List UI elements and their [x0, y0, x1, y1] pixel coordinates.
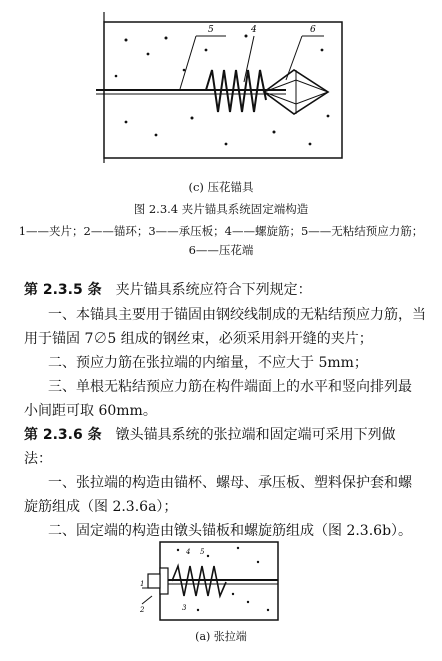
callout-4: 4	[251, 25, 257, 35]
callout-1: 1	[140, 580, 145, 588]
callout-5: 5	[200, 548, 205, 556]
section-intro: 夹片锚具系统应符合下列规定：	[115, 282, 312, 298]
section-number: 第 2.3.6 条	[24, 427, 102, 443]
paragraph-line: 法：	[24, 451, 52, 467]
section-2-3-6-heading	[24, 426, 426, 444]
paragraph-line: 一、本锚具主要用于锚固由钢绞线制成的无粘结预应力筋，当	[48, 307, 426, 323]
legend-line-1: 1——夹片；2——锚环；3——承压板；4——螺旋筋；5——无粘结预应力筋；	[18, 224, 424, 238]
figure-caption-c: (c) 压花锚具	[188, 180, 254, 194]
callout-3: 3	[182, 604, 187, 612]
callout-2: 2	[140, 606, 145, 614]
paragraph-line: 用于锚固 7∅5 组成的钢丝束，必须采用斜开缝的夹片；	[24, 331, 373, 347]
legend-line-2: 6——压花端	[188, 243, 254, 257]
callout-5: 5	[208, 25, 214, 35]
section-number: 第 2.3.5 条	[24, 282, 102, 298]
tension-end-drawing	[138, 540, 280, 622]
section-intro: 镦头锚具系统的张拉端和固定端可采用下列做	[115, 427, 396, 443]
callout-6: 6	[310, 25, 316, 35]
paragraph-line: 一、张拉端的构造由锚杯、螺母、承压板、塑料保护套和螺	[48, 475, 412, 491]
paragraph-line: 小间距可取 60mm。	[24, 403, 157, 419]
section-2-3-5-heading	[24, 281, 426, 299]
paragraph-line: 三、单根无粘结预应力筋在构件端面上的水平和竖向排列最	[48, 379, 412, 395]
paragraph-line: 二、预应力筋在张拉端的内缩量，不应大于 5mm；	[48, 355, 368, 371]
callout-4: 4	[186, 548, 191, 556]
figure-caption-a: (a) 张拉端	[195, 630, 247, 643]
anchorage-fixed-end-drawing	[96, 10, 348, 163]
figure-title: 图 2.3.4 夹片锚具系统固定端构造	[133, 202, 309, 216]
paragraph-line: 二、固定端的构造由镦头锚板和螺旋筋组成（图 2.3.6b）。	[48, 523, 413, 539]
paragraph-line: 旋筋组成（图 2.3.6a）；	[24, 499, 178, 515]
